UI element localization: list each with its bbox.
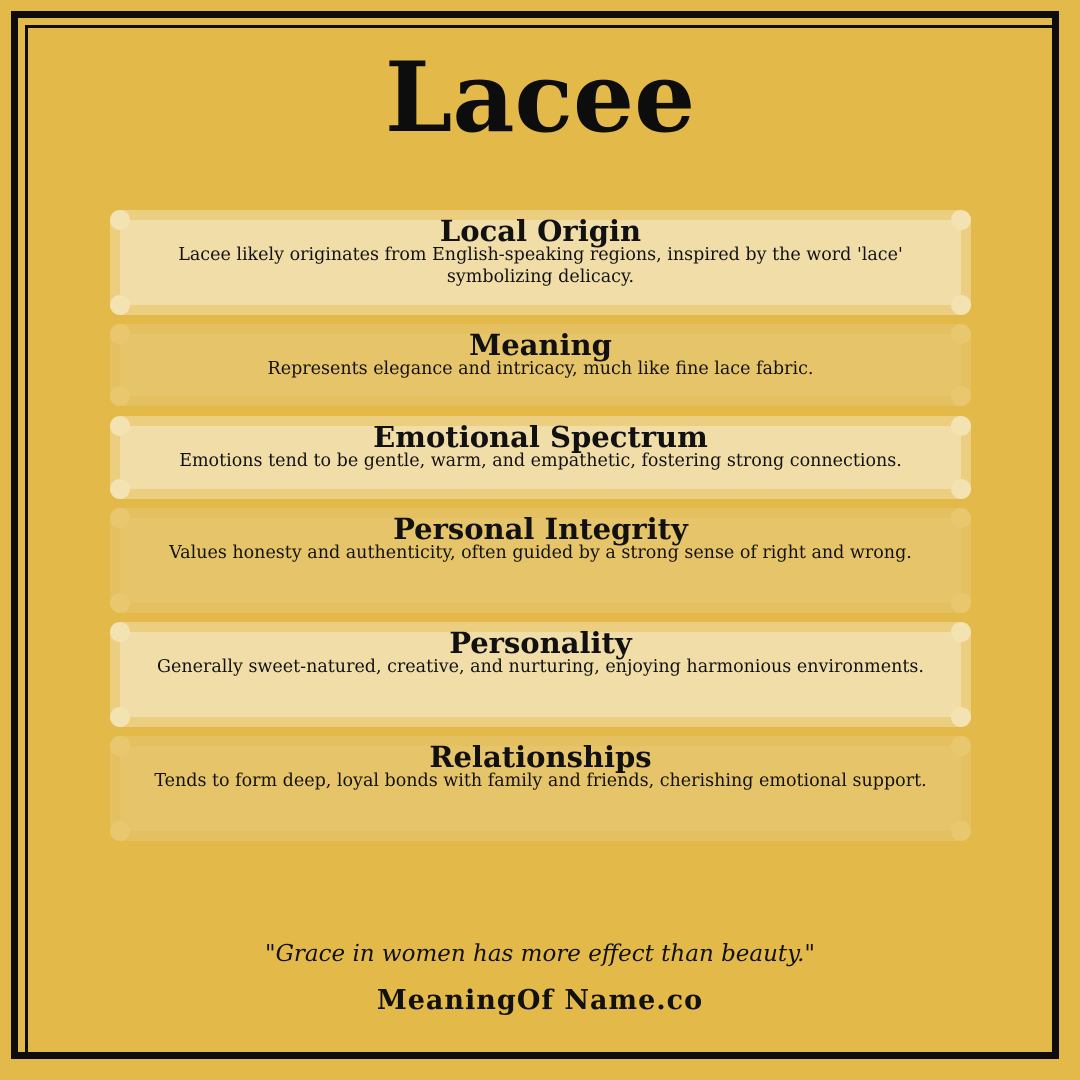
card-text: Generally sweet-natured, creative, and nurturing, enjoying harmonious environments. <box>157 657 924 677</box>
corner-dot <box>951 707 971 727</box>
card-personal-integrity <box>110 508 971 613</box>
name-title: Lacee <box>384 41 696 154</box>
card-title: Personal Integrity <box>393 512 688 546</box>
card-title: Local Origin <box>439 214 642 248</box>
card-text: Emotions tend to be gentle, warm, and empathetic, fostering strong connections. <box>179 451 902 471</box>
corner-dot <box>951 593 971 613</box>
card-personality <box>110 622 971 727</box>
corner-dot <box>951 479 971 499</box>
card-title: Meaning <box>469 328 612 362</box>
corner-dot <box>110 707 130 727</box>
card-text: Tends to form deep, loyal bonds with family and friends, cherishing emotional support. <box>154 771 927 791</box>
corner-dot <box>110 821 130 841</box>
card-title: Emotional Spectrum <box>373 420 708 454</box>
card-title: Relationships <box>429 740 652 774</box>
card-text: Values honesty and authenticity, often guided by a strong sense of right and wrong. <box>169 543 912 563</box>
corner-dot <box>951 386 971 406</box>
card-local-origin <box>110 210 971 315</box>
card-relationships <box>110 736 971 841</box>
corner-dot <box>110 479 130 499</box>
corner-dot <box>110 386 130 406</box>
corner-dot <box>110 593 130 613</box>
corner-dot <box>951 821 971 841</box>
brand-logo-text: MeaningOf Name.co <box>376 985 704 1016</box>
corner-dot <box>110 295 130 315</box>
card-title: Personality <box>449 626 632 660</box>
card-emotional-spectrum <box>110 416 971 499</box>
corner-dot <box>951 295 971 315</box>
quote: "Grace in women has more effect than beauty." <box>264 941 815 967</box>
card-meaning <box>110 324 971 406</box>
card-text: Represents elegance and intricacy, much like fine lace fabric. <box>267 359 814 379</box>
card-text: Lacee likely originates from English-speaking regions, inspired by the word 'lace' symbolizing delicacy. <box>178 245 903 287</box>
